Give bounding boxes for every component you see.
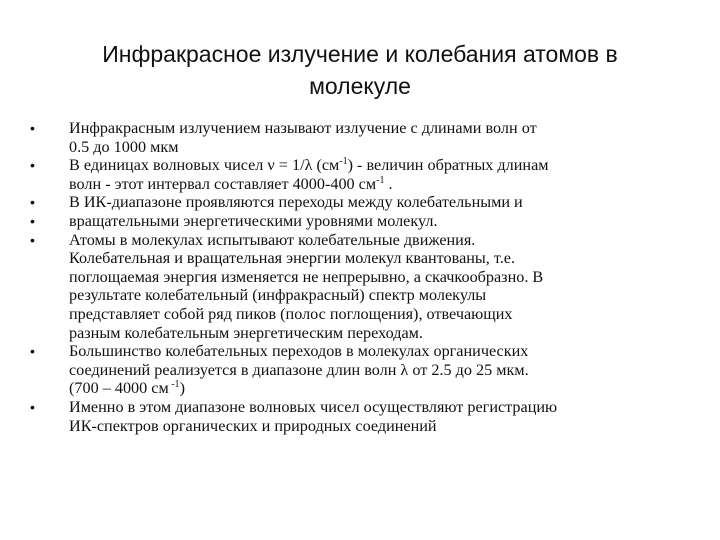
bullet-6-line-1: Большинство колебательных переходов в молекулах органических — [69, 342, 529, 361]
text-run: ) - величин обратных длинам — [347, 156, 549, 175]
bullet-6-line-3 — [69, 379, 690, 398]
bullet-1-line-1: Инфракрасным излучением называют излучение с длинами волн от — [69, 119, 537, 137]
bullet-5-line-1: Атомы в молекулах испытывают колебательные движения. — [69, 230, 476, 249]
bullet-item-5 — [30, 231, 690, 343]
bullet-6-line-2: соединений реализуется в диапазоне длин волн λ от 2.5 до 25 мкм. — [69, 360, 529, 379]
bullet-7-line-1: Именно в этом диапазоне волновых чисел осуществляют регистрацию — [69, 397, 558, 416]
text-run: В единицах волновых чисел ν = 1/λ (см — [69, 156, 340, 175]
superscript: -1 — [168, 379, 180, 391]
bullet-dot: • — [30, 231, 35, 248]
text-run: ) — [179, 379, 185, 398]
bullet-2-line-2 — [69, 175, 690, 194]
bullet-5-line-2: Колебательная и вращательная энергии молекул квантованы, т.е. — [69, 249, 516, 268]
bullet-list — [30, 119, 690, 435]
bullet-2-line-1 — [69, 156, 690, 175]
bullet-item-7 — [30, 398, 690, 435]
bullet-7-line-2: ИК-спектров органических и природных соединений — [69, 416, 437, 435]
superscript: -1 — [376, 174, 385, 186]
slide-title — [60, 38, 660, 102]
bullet-3-line-1: В ИК-диапазоне проявляются переходы между колебательными и — [69, 193, 523, 212]
bullet-5-line-5: представляет собой ряд пиков (полос поглощения), отвечающих — [69, 304, 513, 323]
bullet-item-3 — [30, 193, 690, 212]
bullet-dot: • — [30, 212, 35, 229]
bullet-5-line-6: разным колебательным энергетическим переходам. — [69, 323, 423, 342]
bullet-item-6 — [30, 342, 690, 398]
superscript: -1 — [339, 156, 348, 168]
bullet-dot: • — [30, 157, 35, 174]
text-run: (700 – 4000 см — [69, 379, 169, 398]
bullet-item-2 — [30, 156, 690, 193]
bullet-dot: • — [30, 398, 35, 415]
bullet-dot: • — [30, 194, 35, 211]
bullet-1-line-2: 0.5 до 1000 мкм — [69, 137, 179, 156]
text-run: волн - этот интервал составляет 4000-400 см — [69, 174, 377, 193]
bullet-dot: • — [30, 120, 35, 136]
title-line-2: молекуле — [309, 73, 411, 99]
bullet-item-4 — [30, 212, 690, 231]
title-line-1: Инфракрасное излучение и колебания атомов в — [102, 41, 618, 67]
bullet-4-line-1: вращательными энергетическими уровнями молекул. — [69, 211, 438, 230]
bullet-dot: • — [30, 343, 35, 360]
bullet-5-line-4: результате колебательный (инфракрасный) спектр молекулы — [69, 286, 487, 305]
text-run: . — [384, 174, 393, 193]
bullet-item-1 — [30, 119, 690, 156]
bullet-5-line-3: поглощаемая энергия изменяется не непрерывно, а скачкообразно. В — [69, 267, 544, 286]
